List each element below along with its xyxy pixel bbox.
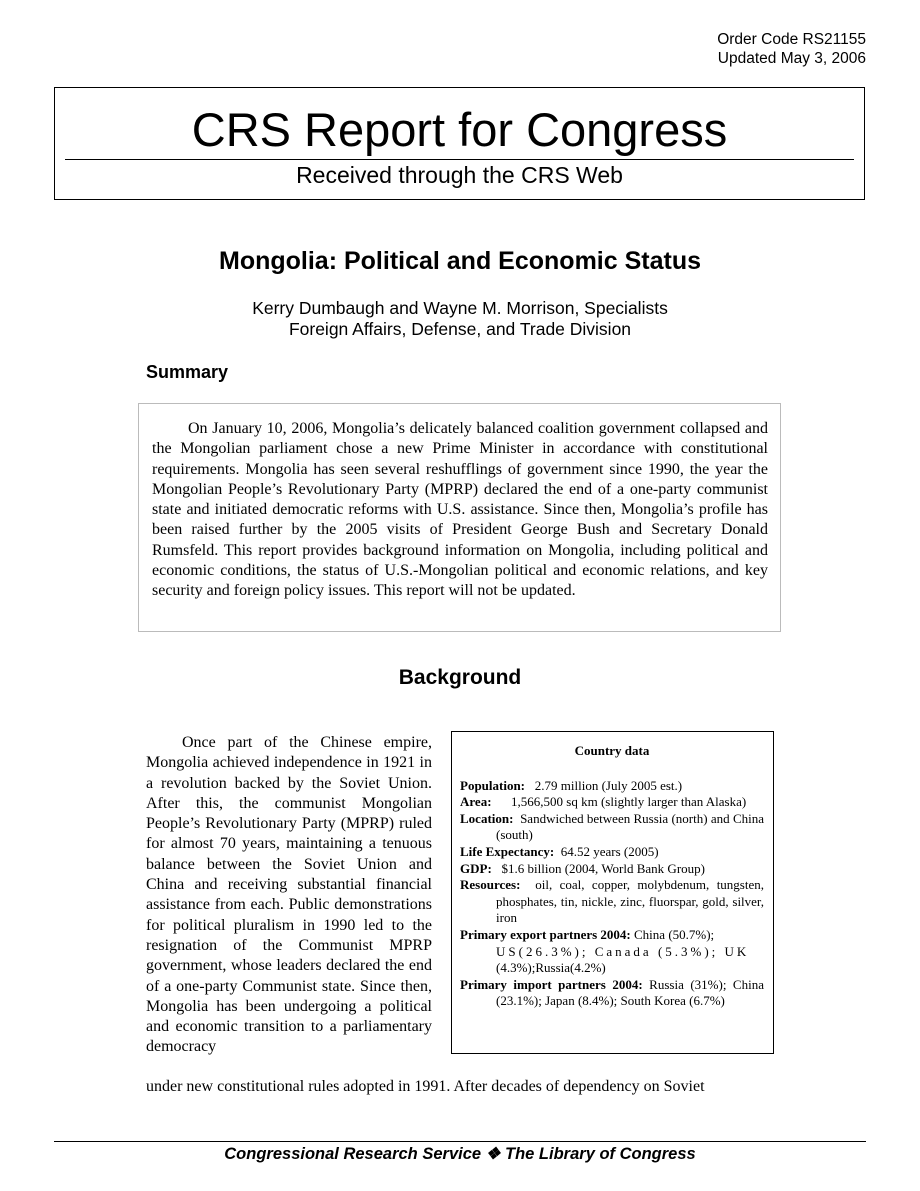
gdp-row: [460, 861, 764, 878]
document-title: Mongolia: Political and Economic Status: [219, 247, 701, 275]
resources-row: [460, 877, 764, 927]
area-row: [460, 794, 764, 811]
country-data-box: [451, 731, 774, 1054]
location-label: Location:: [460, 810, 514, 826]
report-banner: [54, 87, 865, 200]
import-partners-row: [460, 977, 764, 1010]
banner-divider: [65, 159, 854, 160]
order-code: Order Code RS21155: [717, 31, 866, 48]
gdp-value: $1.6 billion (2004, World Bank Group): [501, 860, 705, 876]
population-row: [460, 778, 764, 795]
area-value: 1,566,500 sq km (slightly larger than Alaska): [511, 794, 747, 810]
population-value: 2.79 million (July 2005 est.): [534, 777, 683, 793]
resources-value: oil, coal, copper, molybdenum, tungsten, phosphates, tin, nickle, zinc, fluorspar, gold, silver, iron: [496, 877, 764, 926]
area-label: Area:: [460, 794, 492, 810]
location-row: [460, 811, 764, 844]
export-partners-value-3: (4.3%);Russia(4.2%): [496, 960, 606, 976]
division: Foreign Affairs, Defense, and Trade Division: [288, 319, 632, 339]
resources-label: Resources:: [460, 877, 521, 893]
import-partners-label: Primary import partners 2004:: [460, 976, 643, 992]
import-partners-value: Russia (31%); China (23.1%); Japan (8.4%); South Korea (6.7%): [496, 976, 764, 1009]
summary-heading: Summary: [146, 362, 229, 382]
export-partners-label: Primary export partners 2004:: [460, 926, 631, 942]
export-partners-value-1: China (50.7%);: [634, 926, 715, 942]
gdp-label: GDP:: [460, 860, 492, 876]
export-partners-row: [460, 927, 764, 977]
banner-subtitle: Received through the CRS Web: [296, 162, 623, 188]
footer-divider: [54, 1141, 866, 1142]
summary-box: [138, 403, 781, 632]
order-info: [717, 30, 866, 68]
life-expectancy-label: Life Expectancy:: [460, 843, 555, 859]
banner-title: CRS Report for Congress: [191, 103, 728, 156]
summary-text: On January 10, 2006, Mongolia’s delicately balanced coalition government collapsed and the Mongolian parliament chose a new Prime Minister in accordance with constitutional requirements. Mongolia has seen several reshufflings of government since 1990, the year the Mongolian People’s Revolutionary Party (MPRP) declared the end of a one-party communist state and initiated democratic reforms with U.S. assistance. Since then, Mongolia’s profile has been raised further by the 2005 visits of President George Bush and Secretary Donald Rumsfeld. This report provides background information on Mongolia, including political and economic conditions, the status of U.S.-Mongolian political and economic relations, and key security and foreign policy issues. This report will not be updated.: [152, 420, 768, 600]
updated-date: Updated May 3, 2006: [717, 50, 866, 67]
background-paragraph: Once part of the Chinese empire, Mongolia achieved independence in 1921 in a revolution backed by the Soviet Union. After this, the communist Mongolian People’s Revolutionary Party (MPRP) ruled for almost 70 years, maintaining a tenuous balance between the Soviet Union and China and receiving substantial financial assistance from each. Public demonstrations for political pluralism in 1990 led to the resignation of the Communist MPRP government, whose leaders declared the end of a one-party Communist state. Since then, Mongolia has been undergoing a political and economic transition to a parliamentary democracy: [146, 734, 432, 1056]
background-continuation: under new constitutional rules adopted in 1991. After decades of dependency on Soviet: [146, 1078, 705, 1095]
country-data-heading: Country data: [574, 743, 650, 758]
life-expectancy-row: [460, 844, 764, 861]
export-partners-value-2: US(26.3%); Canada (5.3%); UK: [496, 943, 750, 959]
authors: Kerry Dumbaugh and Wayne M. Morrison, Specialists: [252, 298, 668, 318]
population-label: Population:: [460, 777, 526, 793]
background-heading: Background: [398, 666, 522, 689]
location-value: Sandwiched between Russia (north) and China (south): [496, 810, 765, 843]
life-expectancy-value: 64.52 years (2005): [560, 843, 659, 859]
background-column: [146, 733, 432, 1058]
footer-text: Congressional Research Service ❖ The Library of Congress: [224, 1145, 696, 1163]
authors-block: [0, 298, 920, 340]
